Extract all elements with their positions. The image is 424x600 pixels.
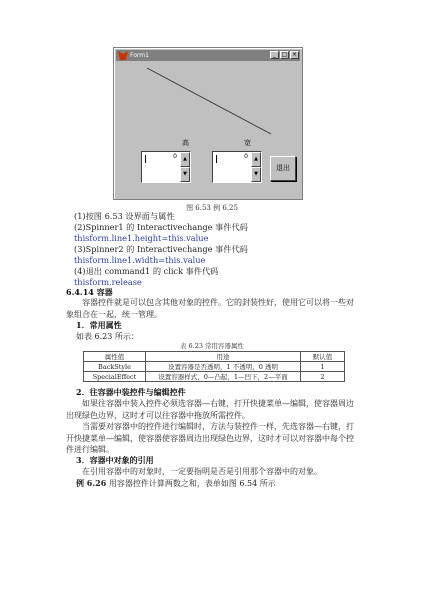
width-label: 宽 [244, 139, 251, 147]
form-window [113, 47, 303, 200]
section-intro: 容器控件就是可以包含其他对象的控件。它的封装性好，使用它可以将一些对象组合在一起，统一管理。 [66, 298, 354, 319]
spinner1-arrows [180, 152, 190, 182]
table-cell: 设置容器样式，0—凸起，1—凹下，2—平面 [146, 372, 301, 382]
subheading-1: 1．常用属性 [76, 320, 122, 330]
table-row [84, 372, 345, 382]
paragraph-object-reference: 在引用容器中的对象时，一定要指明是否是引用那个容器中的对象。 [82, 467, 322, 476]
step-3: (3)Spinner2 的 Interactivechange 事件代码 [74, 244, 248, 254]
spinner2[interactable] [212, 151, 262, 183]
spinner1[interactable] [141, 151, 191, 183]
step-3-code: thisform.line1.width=this.value [74, 255, 206, 265]
spinner1-value: 0 [173, 153, 177, 160]
subheading-2: 2．往容器中装控件与编辑控件 [76, 387, 186, 397]
table-header-row [84, 352, 345, 362]
section-heading: 6.4.14 容器 [66, 287, 113, 297]
spinner1-down-button[interactable]: ▼ [180, 167, 190, 182]
example-text: 用容器控件计算两数之和，表单如图 6.54 所示 [108, 479, 276, 488]
step-1: (1)按图 6.53 设界面与属性 [74, 211, 175, 221]
height-label: 高 [182, 139, 189, 147]
table-header: 属性值 [84, 352, 146, 362]
table-row [84, 362, 345, 372]
paragraph-insert-controls: 如果往容器中装入控件必须选容器—右键，打开快捷菜单—编辑，使容器周边出现绿色边界，这时才可以往容器中拖放所需控件。 [66, 399, 354, 420]
paragraph-edit-controls: 当需要对容器中的控件进行编辑时，方法与装控件一样，先选容器—右键，打开快捷菜单—编辑，使容器使容器周边出现绿色边界，这时才可以对容器中每个控件进行编辑。 [66, 422, 354, 455]
table-cell: SpecialEffect [84, 372, 146, 382]
example-6-26 [76, 478, 276, 489]
table-cell: 2 [301, 372, 345, 382]
step-2-code: thisform.line1.height=this.value [74, 233, 209, 243]
attribute-table [83, 351, 345, 382]
table-caption: 表 6.23 常用容器属性 [179, 342, 245, 350]
step-4: (4)退出 command1 的 click 事件代码 [74, 266, 219, 276]
form-title: Form1 [130, 52, 149, 59]
close-button[interactable]: × [291, 51, 298, 58]
spinner2-arrows [251, 152, 261, 182]
subheading-3: 3．容器中对象的引用 [76, 455, 154, 465]
table-cell: BackStyle [84, 362, 146, 372]
maximize-button[interactable]: □ [281, 51, 288, 58]
text-caret [216, 155, 217, 163]
spinner1-up-button[interactable]: ▲ [180, 152, 190, 167]
table-header: 默认值 [301, 352, 345, 362]
table-reference: 如表 6.23 所示： [76, 332, 139, 341]
figure-caption: 图 6.53 例 6.25 [186, 204, 238, 212]
step-4-code: thisform.release [74, 277, 142, 287]
text-caret [145, 155, 146, 163]
spinner2-up-button[interactable]: ▲ [251, 152, 261, 167]
spinner2-down-button[interactable]: ▼ [251, 167, 261, 182]
spinner2-value: 0 [244, 153, 248, 160]
exit-button[interactable]: 退出 [270, 156, 296, 181]
step-2: (2)Spinner1 的 Interactivechange 事件代码 [74, 222, 248, 232]
minimize-button[interactable]: _ [270, 51, 279, 59]
table-cell: 1 [301, 362, 345, 372]
example-label: 例 6.26 [76, 478, 107, 488]
table-header: 用途 [146, 352, 301, 362]
table-cell: 设置容器是否透明，1 不透明，0 透明 [146, 362, 301, 372]
